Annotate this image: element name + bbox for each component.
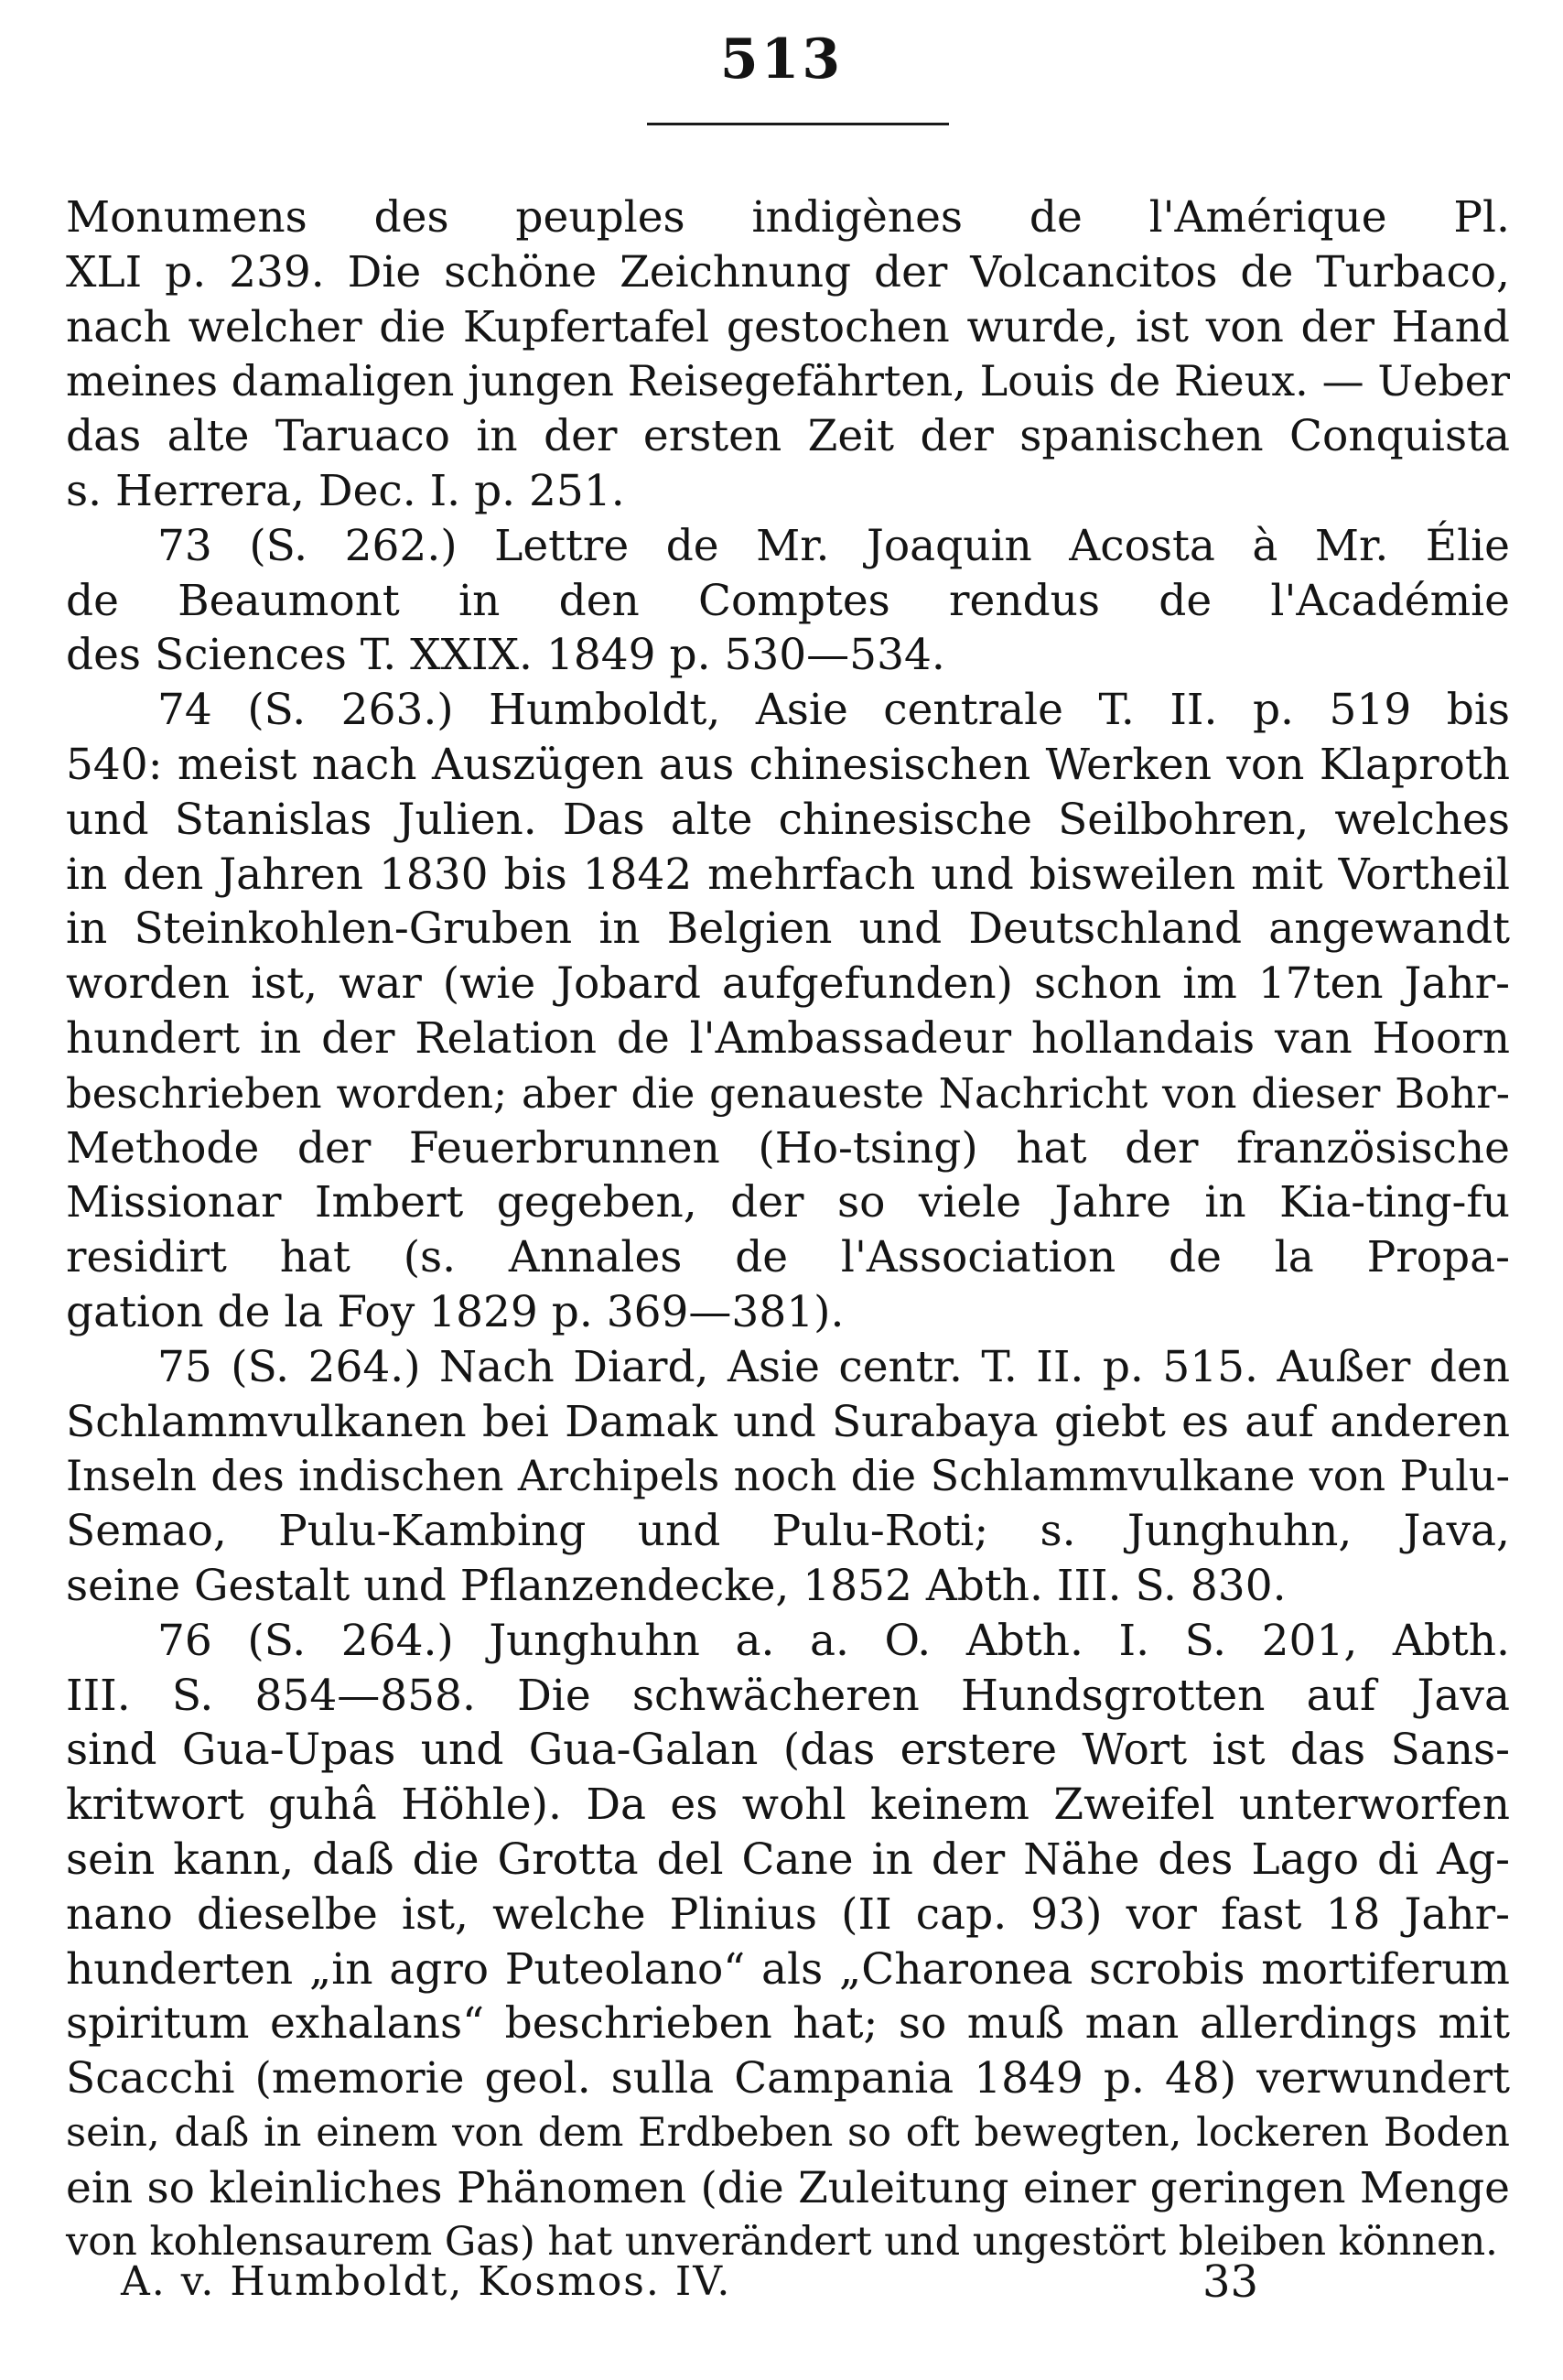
text-line: Methode der Feuerbrunnen (Ho-tsing) hat der französische — [66, 1122, 1510, 1174]
text-line: seine Gestalt und Pflanzendecke, 1852 Abth. III. S. 830. — [66, 1560, 1287, 1611]
text-line: ein so kleinliches Phänomen (die Zuleitung einer geringen Menge — [66, 2162, 1510, 2213]
text-line: hunderten „in agro Puteolano“ als „Charonea scrobis mortiferum — [66, 1943, 1510, 1995]
text-line: 74 (S. 263.) Humboldt, Asie centrale T. II. p. 519 bis — [157, 685, 1510, 736]
text-line: spiritum exhalans“ beschrieben hat; so muß man allerdings mit — [66, 1998, 1510, 2050]
text-line: 76 (S. 264.) Junghuhn a. a. O. Abth. I. S. 201, Abth. — [157, 1615, 1510, 1666]
text-line: Missionar Imbert gegeben, der so viele Jahre in Kia-ting-fu — [66, 1177, 1510, 1228]
text-line: kritwort guhâ Höhle). Da es wohl keinem Zweifel unterworfen — [66, 1780, 1510, 1831]
text-line: in Steinkohlen-Gruben in Belgien und Deutschland angewandt — [66, 903, 1510, 955]
text-line: nach welcher die Kupfertafel gestochen wurde, ist von der Hand — [66, 301, 1510, 352]
text-line: nano dieselbe ist, welche Plinius (II cap. 93) vor fast 18 Jahr- — [66, 1888, 1510, 1940]
text-line: Schlammvulkanen bei Damak und Surabaya giebt es auf anderen — [66, 1396, 1510, 1447]
text-line: meines damaligen jungen Reisegefährten, Louis de Rieux. — Ueber — [66, 356, 1510, 406]
footer — [66, 2252, 1510, 2312]
text-line: Inseln des indischen Archipels noch die Schlammvulkane von Pulu- — [66, 1451, 1510, 1501]
text-line: Semao, Pulu-Kambing und Pulu-Roti; s. Junghuhn, Java, — [66, 1506, 1510, 1557]
text-line: in den Jahren 1830 bis 1842 mehrfach und bisweilen mit Vortheil — [66, 849, 1510, 900]
text-line: 540: meist nach Auszügen aus chinesischen Werken von Klaproth — [66, 739, 1510, 790]
text-body — [66, 190, 1510, 2270]
text-line: sind Gua-Upas und Gua-Galan (das erstere Wort ist das Sans- — [66, 1725, 1510, 1776]
text-line: hundert in der Relation de l'Ambassadeur hollandais van Hoorn — [66, 1012, 1510, 1064]
text-line: Monumens des peuples indigènes de l'Amérique Pl. — [66, 192, 1510, 243]
text-line: von kohlensaurem Gas) hat unverändert und ungestört bleiben können. — [66, 2219, 1498, 2266]
text-line: de Beaumont in den Comptes rendus de l'Académie — [66, 575, 1510, 626]
text-line: beschrieben worden; aber die genaueste Nachricht von dieser Bohr- — [66, 1068, 1510, 1118]
text-line: Scacchi (memorie geol. sulla Campania 1849 p. 48) verwundert — [66, 2053, 1510, 2104]
text-line: des Sciences T. XXIX. 1849 p. 530—534. — [66, 630, 945, 681]
text-line: worden ist, war (wie Jobard aufgefunden) schon im 17ten Jahr- — [66, 958, 1510, 1010]
text-line: und Stanislas Julien. Das alte chinesische Seilbohren, welches — [66, 794, 1510, 845]
page-number: 513 — [719, 27, 844, 92]
sheet-number: 33 — [1202, 2256, 1259, 2308]
header-rule — [647, 123, 949, 125]
text-line: das alte Taruaco in der ersten Zeit der spanischen Conquista — [66, 411, 1510, 462]
text-line: XLI p. 239. Die schöne Zeichnung der Volcancitos de Turbaco, — [66, 246, 1510, 298]
text-line: III. S. 854—858. Die schwächeren Hundsgrotten auf Java — [66, 1670, 1510, 1721]
text-line: sein, daß in einem von dem Erdbeben so oft bewegten, lockeren Boden — [66, 2109, 1510, 2156]
text-line: 75 (S. 264.) Nach Diard, Asie centr. T. II. p. 515. Außer den — [157, 1341, 1510, 1392]
text-line: sein kann, daß die Grotta del Cane in der Nähe des Lago di Ag- — [66, 1834, 1510, 1885]
text-line: s. Herrera, Dec. I. p. 251. — [66, 465, 625, 516]
footer-signature: A. v. Humboldt, Kosmos. IV. — [121, 2258, 732, 2305]
text-line: 73 (S. 262.) Lettre de Mr. Joaquin Acosta à Mr. Élie — [157, 520, 1510, 571]
text-line: residirt hat (s. Annales de l'Association de la Propa- — [66, 1232, 1510, 1283]
text-line: gation de la Foy 1829 p. 369—381). — [66, 1286, 845, 1337]
